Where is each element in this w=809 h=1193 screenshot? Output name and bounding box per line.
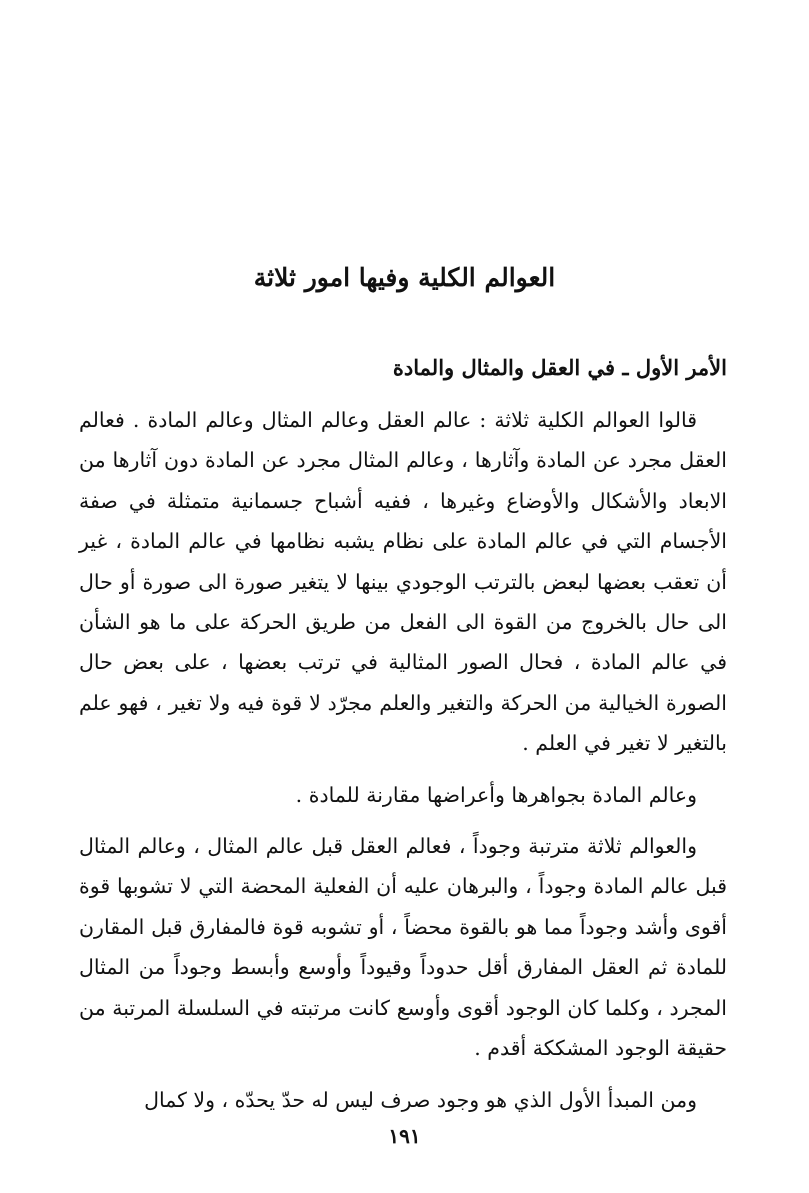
- paragraph: وعالم المادة بجواهرها وأعراضها مقارنة للمادة .: [295, 782, 697, 807]
- chapter-title: العوالم الكلية وفيها امور ثلاثة: [253, 263, 556, 292]
- body-text: [79, 400, 727, 1131]
- paragraph: قالوا العوالم الكلية ثلاثة : عالم العقل وعالم المثال وعالم المادة . فعالم العقل مجرد عن المادة وآثارها ، وعالم المثال مجرد عن المادة دون آثارها من الابعاد والأشكال والأوضاع وغيرها ، ففيه أشباح جسمانية متمثلة في صفة الأجسام التي في عالم المادة على نظام يشبه نظامها في عالم المادة ، غير أن تعقب بعضها لبعض بالترتب الوجودي بينها لا يتغير صورة الى صورة أو حال الى حال بالخروج من القوة الى الفعل من طريق الحركة على ما هو الشأن في عالم المادة ، فحال الصور المثالية في ترتب بعضها ، على بعض حال الصورة الخيالية من الحركة والتغير والعلم مجرّد لا قوة فيه ولا تغير ، فهو علم بالتغير لا تغير في العلم .: [79, 408, 727, 756]
- section-heading: الأمر الأول ـ في العقل والمثال والمادة: [392, 355, 727, 380]
- paragraph: والعوالم ثلاثة مترتبة وجوداً ، فعالم العقل قبل عالم المثال ، وعالم المثال قبل عالم المادة وجوداً ، والبرهان عليه أن الفعلية المحضة التي لا تشوبها قوة أقوى وأشد وجوداً مما هو بالقوة محضاً ، أو تشوبه قوة فالمفارق قبل المقارن للمادة ثم العقل المفارق أقل حدوداً وقيوداً وأوسع وأبسط وجوداً من المثال المجرد ، وكلما كان الوجود أقوى وأوسع كانت مرتبته في السلسلة المرتبة من حقيقة الوجود المشككة أقدم .: [79, 834, 727, 1061]
- paragraph: ومن المبدأ الأول الذي هو وجود صرف ليس له حدّ يحدّه ، ولا كمال: [144, 1087, 697, 1112]
- page-number: ١٩١: [388, 1124, 421, 1148]
